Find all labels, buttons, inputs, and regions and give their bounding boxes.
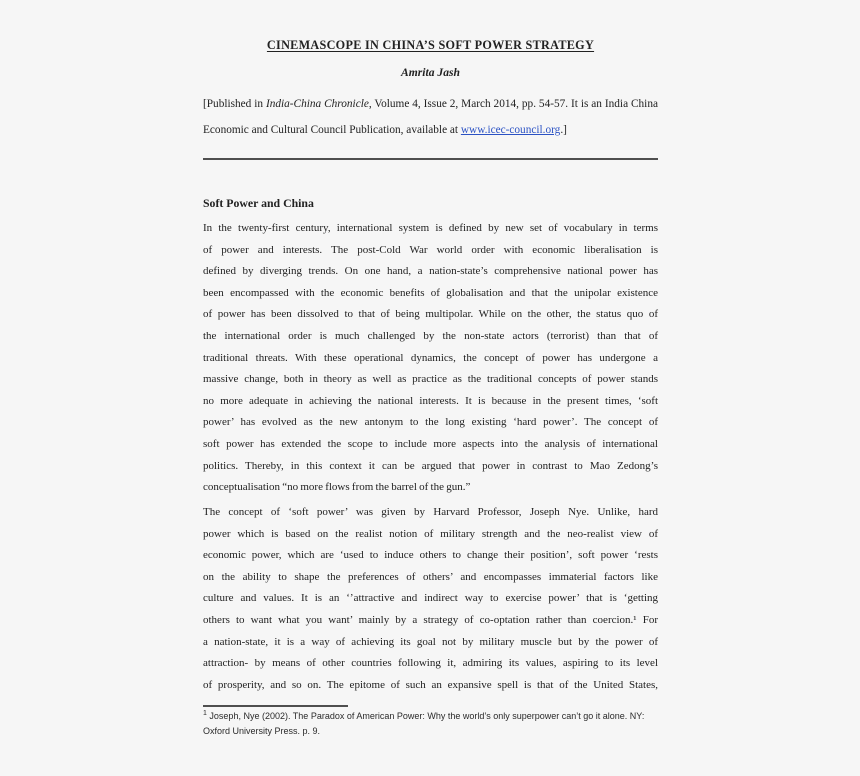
body-line: a nation-state, it is a way of achieving its goal not by military muscle but by the power of (203, 635, 658, 648)
body-line: no more adequate in achieving the national interests. It is because in the present times, ‘soft (203, 394, 658, 407)
body-line: In the twenty-first century, international system is defined by new set of vocabulary in terms (203, 222, 658, 234)
body-line: of power and interests. The post-Cold War world order with economic liberalisation is (203, 243, 658, 256)
body-line: the international order is much challenged by the non-state actors (terrorist) than that of (203, 329, 658, 342)
body-line: power which is based on the realist notion of military strength and the neo-realist view of (203, 527, 658, 540)
body-line: of prosperity, and so on. The epitome of such an expansive spell is that of the United States, (203, 678, 658, 691)
paragraph-1 (203, 218, 658, 499)
body-line: others to want what you want’ mainly by a strategy of co-optation rather than coercion.¹ For (203, 613, 658, 626)
body-line: traditional threats. With these operational dynamics, the concept of power has undergone a (203, 351, 658, 364)
publication-link[interactable]: www.icec-council.org (460, 124, 561, 136)
body-line: defined by diverging trends. On one hand, a nation-state’s comprehensive national power has (203, 265, 658, 278)
body-line: soft power has extended the scope to include more aspects into the analysis of international (203, 437, 658, 450)
body-line: conceptualisation “no more flows from the barrel of the gun.” (203, 481, 471, 494)
body-line: of power has been dissolved to that of being multipolar. While on the other, the status quo of (203, 308, 658, 321)
text-column (203, 0, 658, 776)
publication-note-middle: , Volume 4, Issue 2, March 2014, pp. 54-57. It is an India China Economic and Cultural Council Publication, available at (203, 98, 658, 136)
footnote (203, 709, 658, 739)
journal-name: India-China Chronicle (265, 98, 369, 110)
section-divider (203, 158, 658, 160)
publication-note-suffix: .] (560, 124, 567, 136)
section-heading: Soft Power and China (203, 196, 314, 210)
page-title: CINEMASCOPE IN CHINA’S SOFT POWER STRATEGY (266, 38, 595, 52)
body-line: The concept of ‘soft power’ was given by Harvard Professor, Joseph Nye. Unlike, hard (203, 506, 658, 518)
body-line: been encompassed with the economic benefits of globalisation and that the unipolar existence (203, 286, 658, 299)
body-line: politics. Thereby, in this context it can be argued that power in contrast to Mao Zedong’s (203, 459, 658, 472)
body-line: attraction- by means of other countries following it, admiring its values, aspiring to its level (203, 657, 658, 670)
body-line: power’ has evolved as the new antonym to the long existing ‘hard power’. The concept of (203, 416, 658, 429)
author-byline: Amrita Jash (401, 66, 460, 79)
body-line: massive change, both in theory as well as practice as the traditional concepts of power stands (203, 373, 658, 386)
footnote-marker: 1 (203, 710, 207, 717)
publication-note (203, 91, 658, 143)
footnote-text: Joseph, Nye (2002). The Paradox of American Power: Why the world’s only superpower can’t go it alone. NY: Oxford University Press. p. 9. (203, 711, 645, 736)
paragraph-2 (203, 502, 658, 696)
publication-note-prefix: [Published in (203, 98, 266, 110)
body-line: on the ability to shape the preferences of others’ and encompasses immaterial factors like (203, 570, 658, 583)
body-line: culture and values. It is an ‘’attractive and indirect way to exercise power’ that is ‘getting (203, 592, 658, 605)
body-line: economic power, which are ‘used to induce others to change their position’, soft power ‘rests (203, 549, 658, 562)
footnote-divider (203, 705, 348, 707)
